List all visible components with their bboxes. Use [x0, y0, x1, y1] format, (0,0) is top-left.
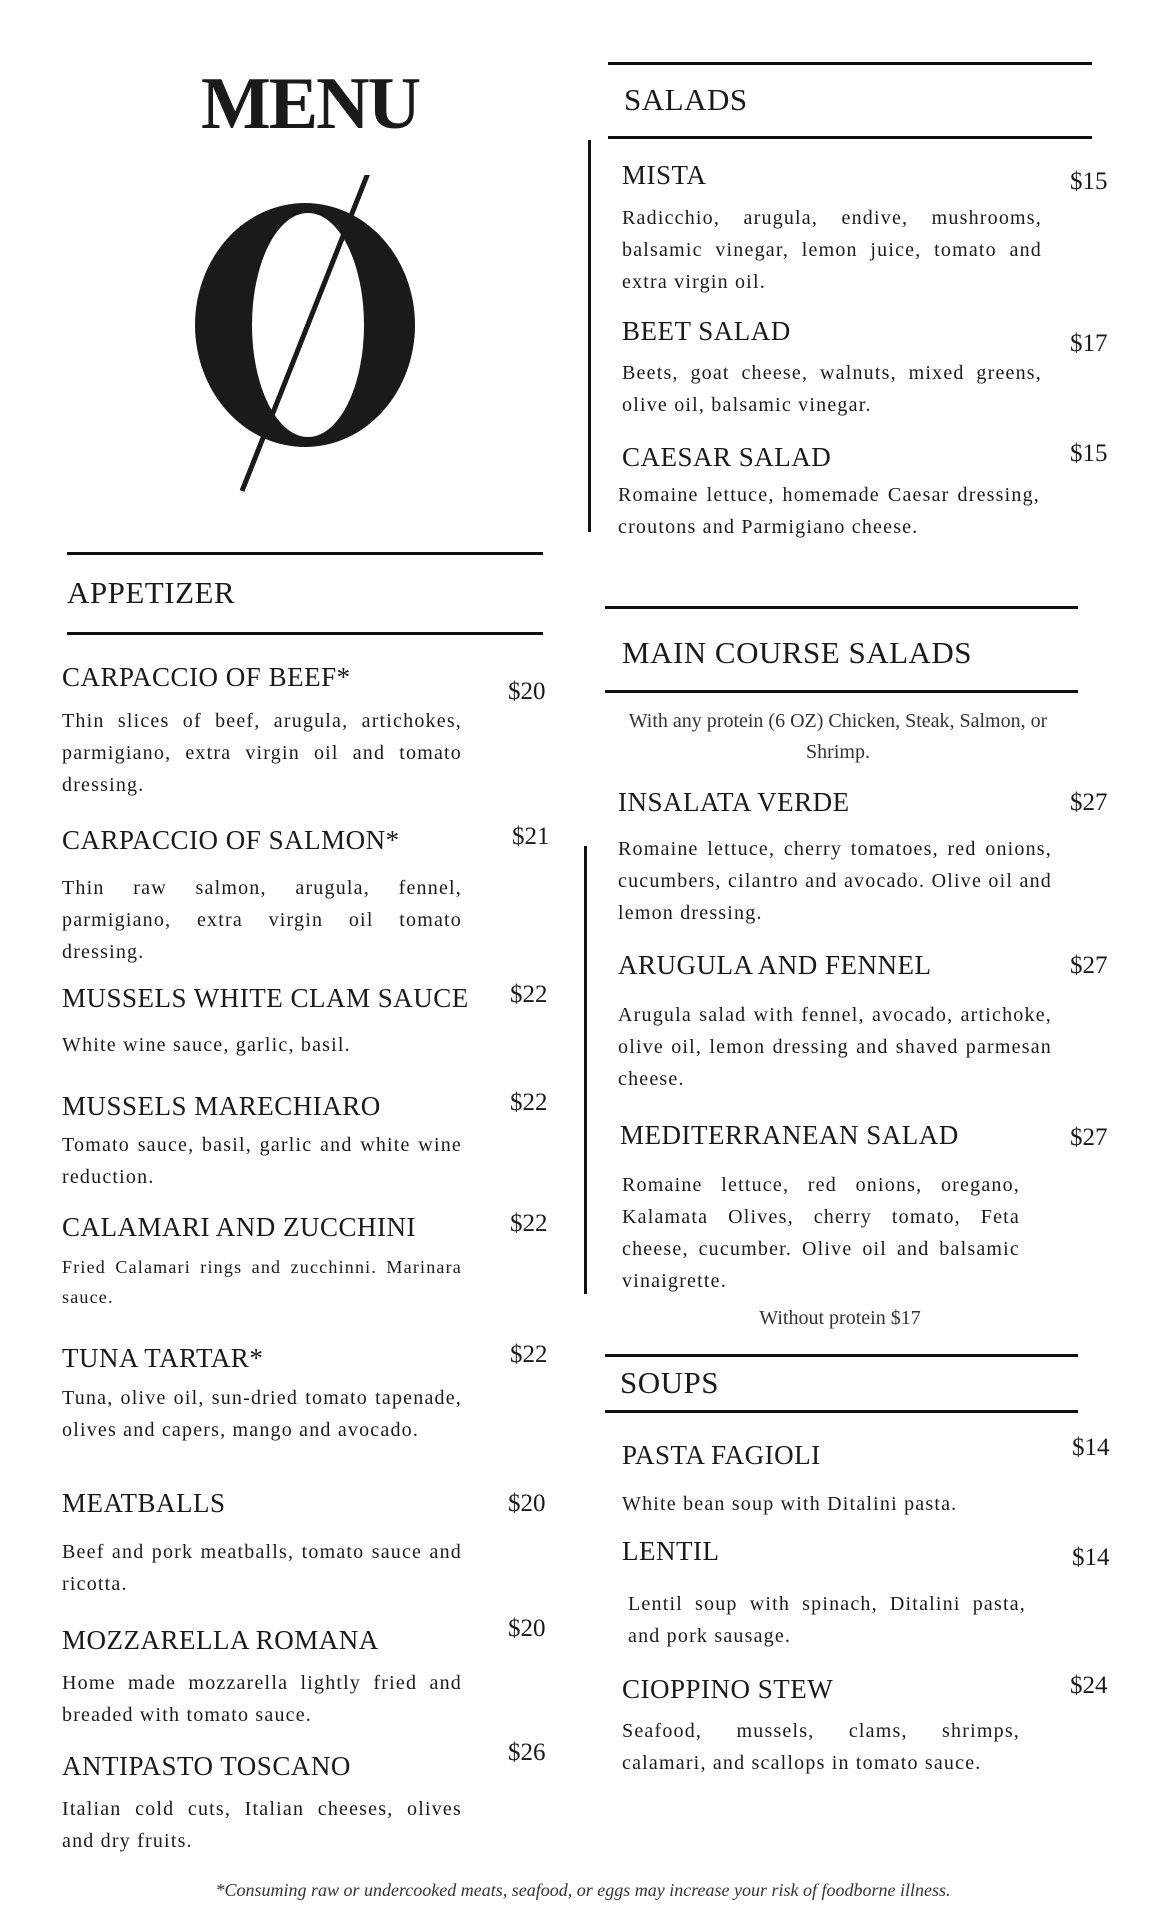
salad-item-name: CAESAR SALAD: [622, 442, 832, 472]
main-salads-side-rule: [584, 846, 587, 1294]
main-salad-item-price: $27: [1070, 952, 1108, 979]
soups-rule-bottom: [605, 1410, 1078, 1413]
soups-heading: SOUPS: [620, 1365, 719, 1400]
soup-item-name: LENTIL: [622, 1536, 720, 1566]
appetizer-item-name: MUSSELS MARECHIARO: [62, 1091, 381, 1121]
salads-rule-top: [608, 62, 1092, 65]
appetizer-item-name: TUNA TARTAR*: [62, 1343, 264, 1373]
appetizer-item-price: $20: [508, 678, 546, 705]
appetizer-item-price: $20: [508, 1615, 546, 1642]
restaurant-logo: [150, 175, 470, 495]
salad-item-price: $17: [1070, 330, 1108, 357]
appetizer-item-price: $26: [508, 1739, 546, 1766]
appetizer-item-name: MEATBALLS: [62, 1488, 226, 1518]
appetizer-item-name: CARPACCIO OF SALMON*: [62, 825, 400, 855]
soup-item-price: $24: [1070, 1672, 1108, 1699]
main-salad-item-name: ARUGULA AND FENNEL: [618, 950, 932, 980]
soup-item-desc: White bean soup with Ditalini pasta.: [622, 1493, 958, 1515]
main-salads-rule-top: [605, 606, 1078, 609]
main-salad-item-price: $27: [1070, 789, 1108, 816]
salad-item-name: MISTA: [622, 160, 707, 190]
main-salads-rule-bottom: [605, 690, 1078, 693]
menu-title: MENU: [200, 63, 420, 145]
soup-item-name: CIOPPINO STEW: [622, 1674, 834, 1704]
soup-item-desc: Lentil soup with spinach, Ditalini pasta, and pork sausage.: [628, 1593, 1026, 1647]
appetizer-item-price: $20: [508, 1490, 546, 1517]
soups-rule-top: [605, 1354, 1078, 1357]
salads-side-rule: [588, 140, 591, 532]
appetizer-item-desc: Beef and pork meatballs, tomato sauce and ricotta.: [62, 1541, 462, 1595]
appetizer-item-name: MUSSELS WHITE CLAM SAUCE: [62, 983, 469, 1013]
allergy-disclaimer: *Consuming raw or undercooked meats, seafood, or eggs may increase your risk of foodborne illness.: [215, 1880, 951, 1900]
appetizer-rule-top: [67, 552, 543, 555]
appetizer-item-price: $22: [510, 1341, 548, 1368]
soup-item-desc: Seafood, mussels, clams, shrimps, calamari, and scallops in tomato sauce.: [622, 1720, 1020, 1774]
appetizer-item-desc: Italian cold cuts, Italian cheeses, olives and dry fruits.: [62, 1798, 462, 1852]
appetizer-heading: APPETIZER: [67, 575, 236, 610]
appetizer-item-name: CALAMARI AND ZUCCHINI: [62, 1212, 416, 1242]
salads-rule-bottom: [608, 136, 1092, 139]
appetizer-item-desc: Fried Calamari rings and zucchinni. Marinara sauce.: [62, 1257, 462, 1307]
appetizer-item-desc: Tomato sauce, basil, garlic and white wine reduction.: [62, 1134, 462, 1188]
appetizer-item-price: $22: [510, 981, 548, 1008]
main-salad-item-desc: Romaine lettuce, red onions, oregano, Kalamata Olives, cherry tomato, Feta cheese, cucumber. Olive oil and balsamic vinaigrette.: [622, 1174, 1020, 1292]
appetizer-item-desc: Home made mozzarella lightly fried and breaded with tomato sauce.: [62, 1672, 462, 1726]
soup-item-price: $14: [1072, 1434, 1110, 1461]
main-salad-item-price: $27: [1070, 1124, 1108, 1151]
soup-item-name: PASTA FAGIOLI: [622, 1440, 821, 1470]
salad-item-price: $15: [1070, 168, 1108, 195]
main-salad-item-desc: Romaine lettuce, cherry tomatoes, red onions, cucumbers, cilantro and avocado. Olive oil and lemon dressing.: [618, 838, 1052, 924]
salad-item-desc: Beets, goat cheese, walnuts, mixed greens, olive oil, balsamic vinegar.: [622, 362, 1042, 416]
appetizer-rule-bottom: [67, 632, 543, 635]
without-protein-note: Without protein $17: [759, 1307, 921, 1329]
salad-item-desc: Romaine lettuce, homemade Caesar dressing, croutons and Parmigiano cheese.: [618, 484, 1040, 538]
main-salads-protein-note: With any protein (6 OZ) Chicken, Steak, Salmon, or Shrimp.: [628, 710, 1048, 763]
appetizer-item-price: $22: [510, 1210, 548, 1237]
appetizer-item-name: CARPACCIO OF BEEF*: [62, 662, 351, 692]
main-salads-heading: MAIN COURSE SALADS: [622, 635, 973, 670]
appetizer-item-price: $21: [512, 823, 550, 850]
appetizer-item-name: ANTIPASTO TOSCANO: [62, 1751, 351, 1781]
salad-item-desc: Radicchio, arugula, endive, mushrooms, balsamic vinegar, lemon juice, tomato and extra virgin oil.: [622, 207, 1042, 293]
salad-item-price: $15: [1070, 440, 1108, 467]
soup-item-price: $14: [1072, 1544, 1110, 1571]
appetizer-item-desc: Tuna, olive oil, sun-dried tomato tapenade, olives and capers, mango and avocado.: [62, 1387, 462, 1441]
salad-item-name: BEET SALAD: [622, 316, 791, 346]
main-salad-item-name: INSALATA VERDE: [618, 787, 850, 817]
appetizer-item-name: MOZZARELLA ROMANA: [62, 1625, 379, 1655]
appetizer-item-price: $22: [510, 1089, 548, 1116]
appetizer-item-desc: White wine sauce, garlic, basil.: [62, 1034, 351, 1056]
main-salad-item-name: MEDITERRANEAN SALAD: [620, 1120, 959, 1150]
appetizer-item-desc: Thin slices of beef, arugula, artichokes, parmigiano, extra virgin oil and tomato dressing.: [62, 710, 462, 796]
main-salad-item-desc: Arugula salad with fennel, avocado, artichoke, olive oil, lemon dressing and shaved parmesan cheese.: [618, 1004, 1052, 1090]
appetizer-item-desc: Thin raw salmon, arugula, fennel, parmigiano, extra virgin oil tomato dressing.: [62, 877, 462, 963]
salads-heading: SALADS: [624, 82, 748, 117]
